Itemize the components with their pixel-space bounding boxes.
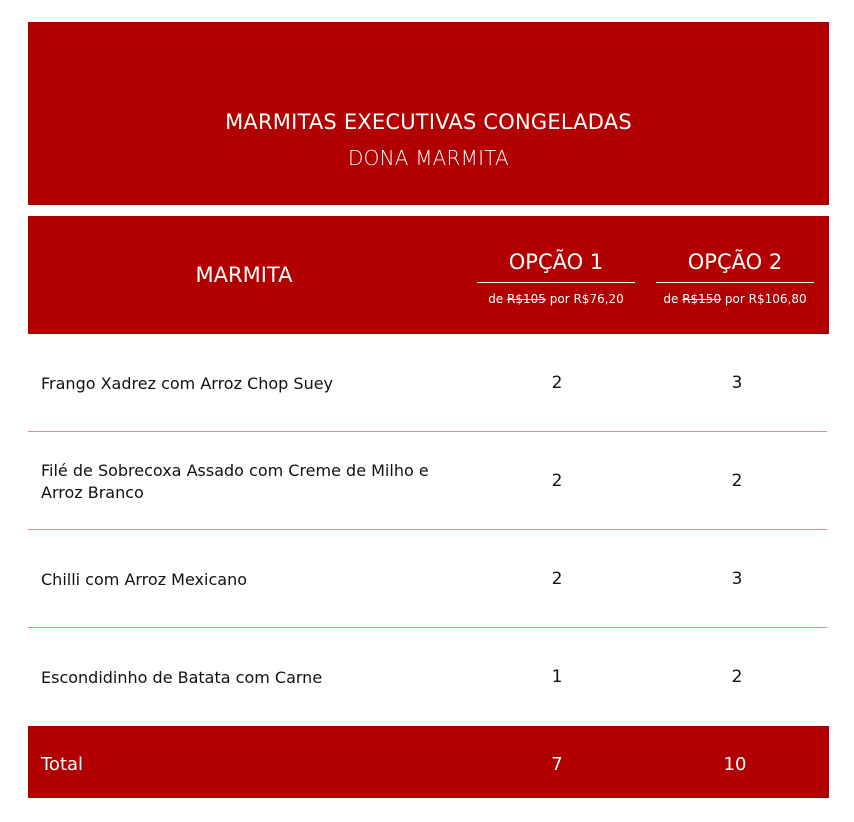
qty-option-2: 3 bbox=[731, 373, 743, 393]
qty-option-1: 2 bbox=[551, 373, 563, 393]
table-row bbox=[28, 336, 827, 432]
row-divider bbox=[28, 529, 827, 530]
total-label: Total bbox=[41, 754, 84, 775]
page-title: MARMITAS EXECUTIVAS CONGELADAS bbox=[225, 110, 632, 134]
title-banner bbox=[28, 22, 829, 205]
dish-name: Filé de Sobrecoxa Assado com Creme de Milho e Arroz Branco bbox=[41, 461, 429, 502]
table-row bbox=[28, 434, 827, 530]
option-name: OPÇÃO 2 bbox=[687, 250, 783, 274]
new-price: R$76,20 bbox=[573, 292, 624, 306]
total-row bbox=[28, 726, 829, 798]
total-option-2: 10 bbox=[723, 754, 747, 775]
total-option-1: 7 bbox=[551, 754, 563, 775]
column-header-option-1 bbox=[477, 216, 635, 334]
table-row bbox=[28, 630, 827, 726]
qty-option-1: 1 bbox=[551, 667, 563, 687]
old-price: R$105 bbox=[507, 292, 546, 306]
column-header-marmita: MARMITA bbox=[195, 263, 293, 287]
table-row bbox=[28, 532, 827, 628]
column-header-option-2 bbox=[656, 216, 814, 334]
page-subtitle: DONA MARMITA bbox=[348, 146, 509, 170]
qty-option-2: 3 bbox=[731, 569, 743, 589]
new-price: R$106,80 bbox=[748, 292, 807, 306]
dish-name: Frango Xadrez com Arroz Chop Suey bbox=[41, 374, 334, 393]
dish-name: Escondidinho de Batata com Carne bbox=[41, 668, 323, 687]
qty-option-1: 2 bbox=[551, 569, 563, 589]
qty-option-1: 2 bbox=[551, 471, 563, 491]
option-underline bbox=[656, 282, 814, 283]
option-underline bbox=[477, 282, 635, 283]
old-price: R$150 bbox=[682, 292, 722, 306]
option-price: de R$105 por R$76,20 bbox=[488, 292, 624, 306]
option-price: de R$150 por R$106,80 bbox=[663, 292, 807, 306]
row-divider bbox=[28, 627, 827, 628]
dish-name: Chilli com Arroz Mexicano bbox=[41, 570, 247, 589]
qty-option-2: 2 bbox=[731, 471, 743, 491]
option-name: OPÇÃO 1 bbox=[508, 250, 604, 274]
row-divider bbox=[28, 431, 827, 432]
qty-option-2: 2 bbox=[731, 667, 743, 687]
